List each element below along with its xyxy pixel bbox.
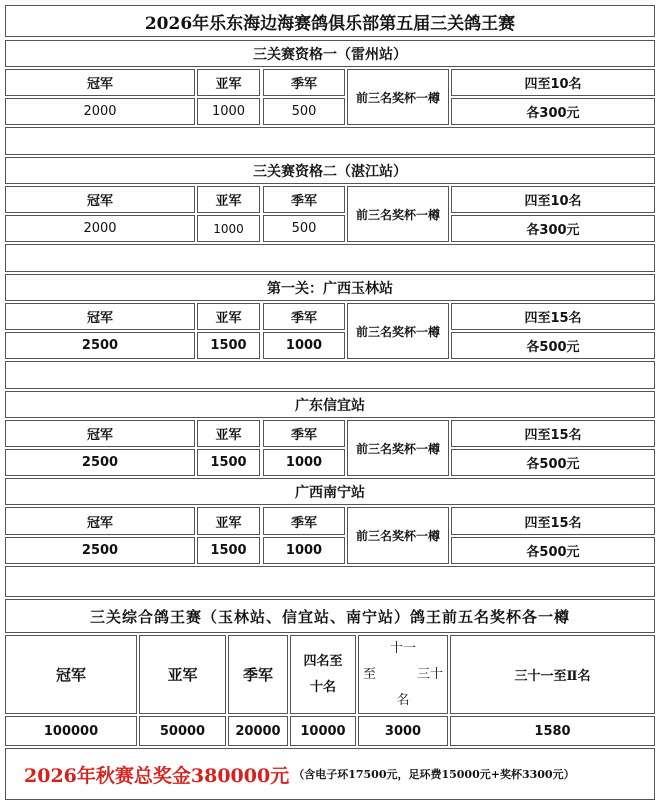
section-5-range-header: 四至15名: [451, 507, 655, 535]
section-2-title: 三关赛资格二（湛江站）: [5, 157, 655, 184]
final-11to30-line2b: 三十: [416, 666, 443, 682]
section-1-range-header: 四至10名: [451, 69, 655, 96]
section-5-cup: 前三名奖杯一樽: [347, 507, 449, 564]
section-5-third-value: 1000: [263, 537, 345, 564]
spacer-row: [5, 566, 655, 597]
section-2-champion-value: 2000: [5, 215, 195, 242]
section-3-champion-value: 2500: [5, 332, 195, 359]
final-4to10-line1: 四名至: [303, 653, 343, 669]
final-champion-value: 100000: [5, 716, 137, 746]
section-4-range-header: 四至15名: [451, 420, 655, 447]
final-third-header: 季军: [228, 635, 288, 714]
final-31plus-header: 三十一至Ⅱ名: [450, 635, 655, 714]
section-1-cup: 前三名奖杯一樽: [347, 69, 449, 125]
final-champion-header: 冠军: [5, 635, 137, 714]
total-prize-note: （含电子环17500元，足环费15000元+奖杯3300元）: [293, 768, 575, 781]
section-3-cup: 前三名奖杯一樽: [347, 303, 449, 359]
final-11to30-header: [358, 635, 448, 714]
section-5-title: 广西南宁站: [5, 478, 655, 505]
section-3-runner-value: 1500: [197, 332, 260, 359]
section-1-runner-value: 1000: [197, 98, 260, 125]
section-4-runner-header: 亚军: [197, 420, 260, 447]
final-4to10-value: 10000: [290, 716, 356, 746]
section-2-third-value: 500: [263, 215, 345, 242]
section-3-runner-header: 亚军: [197, 303, 260, 330]
section-4-runner-value: 1500: [197, 449, 260, 476]
section-5-runner-header: 亚军: [197, 507, 260, 535]
final-11to30-value: 3000: [358, 716, 448, 746]
section-3-title: 第一关：广西玉林站: [5, 274, 655, 301]
section-3-range-header: 四至15名: [451, 303, 655, 330]
page-title: 2026年乐东海边海赛鸽俱乐部第五届三关鸽王赛: [5, 5, 655, 37]
total-prize-text: 2026年秋赛总奖金380000元: [24, 764, 290, 787]
spacer-row: [5, 244, 655, 272]
total-prize-row: [5, 748, 655, 800]
section-1-third-header: 季军: [263, 69, 345, 96]
section-1-champion-value: 2000: [5, 98, 195, 125]
section-4-third-value: 1000: [263, 449, 345, 476]
section-3-third-header: 季军: [263, 303, 345, 330]
section-3-third-value: 1000: [263, 332, 345, 359]
section-1-range-value: 各300元: [451, 98, 655, 125]
spacer-row: [5, 361, 655, 389]
section-2-range-header: 四至10名: [451, 186, 655, 213]
section-2-champion-header: 冠军: [5, 186, 195, 213]
section-2-runner-value: 1000: [197, 215, 260, 242]
section-3-range-value: 各500元: [451, 332, 655, 359]
final-runner-value: 50000: [139, 716, 226, 746]
final-third-value: 20000: [228, 716, 288, 746]
section-1-third-value: 500: [263, 98, 345, 125]
final-title: 三关综合鸽王赛（玉林站、信宜站、南宁站）鸽王前五名奖杯各一樽: [5, 599, 655, 633]
section-4-champion-value: 2500: [5, 449, 195, 476]
section-2-third-header: 季军: [263, 186, 345, 213]
final-4to10-header: [290, 635, 356, 714]
section-5-range-value: 各500元: [451, 537, 655, 564]
section-4-title: 广东信宜站: [5, 391, 655, 418]
spacer-row: [5, 127, 655, 155]
section-4-cup: 前三名奖杯一樽: [347, 420, 449, 476]
section-5-runner-value: 1500: [197, 537, 260, 564]
final-11to30-line3: 名: [396, 692, 410, 708]
final-11to30-line2a: 至: [363, 666, 377, 682]
section-2-runner-header: 亚军: [197, 186, 260, 213]
section-5-champion-value: 2500: [5, 537, 195, 564]
section-5-third-header: 季军: [263, 507, 345, 535]
section-3-champion-header: 冠军: [5, 303, 195, 330]
section-1-champion-header: 冠军: [5, 69, 195, 96]
final-31plus-value: 1580: [450, 716, 655, 746]
section-4-third-header: 季军: [263, 420, 345, 447]
section-5-champion-header: 冠军: [5, 507, 195, 535]
section-4-champion-header: 冠军: [5, 420, 195, 447]
section-1-title: 三关赛资格一（雷州站）: [5, 40, 655, 67]
final-11to30-line1: 十一: [389, 640, 416, 656]
final-4to10-line2: 十名: [309, 679, 336, 695]
section-4-range-value: 各500元: [451, 449, 655, 476]
section-1-runner-header: 亚军: [197, 69, 260, 96]
section-2-cup: 前三名奖杯一樽: [347, 186, 449, 242]
section-2-range-value: 各300元: [451, 215, 655, 242]
final-runner-header: 亚军: [139, 635, 226, 714]
